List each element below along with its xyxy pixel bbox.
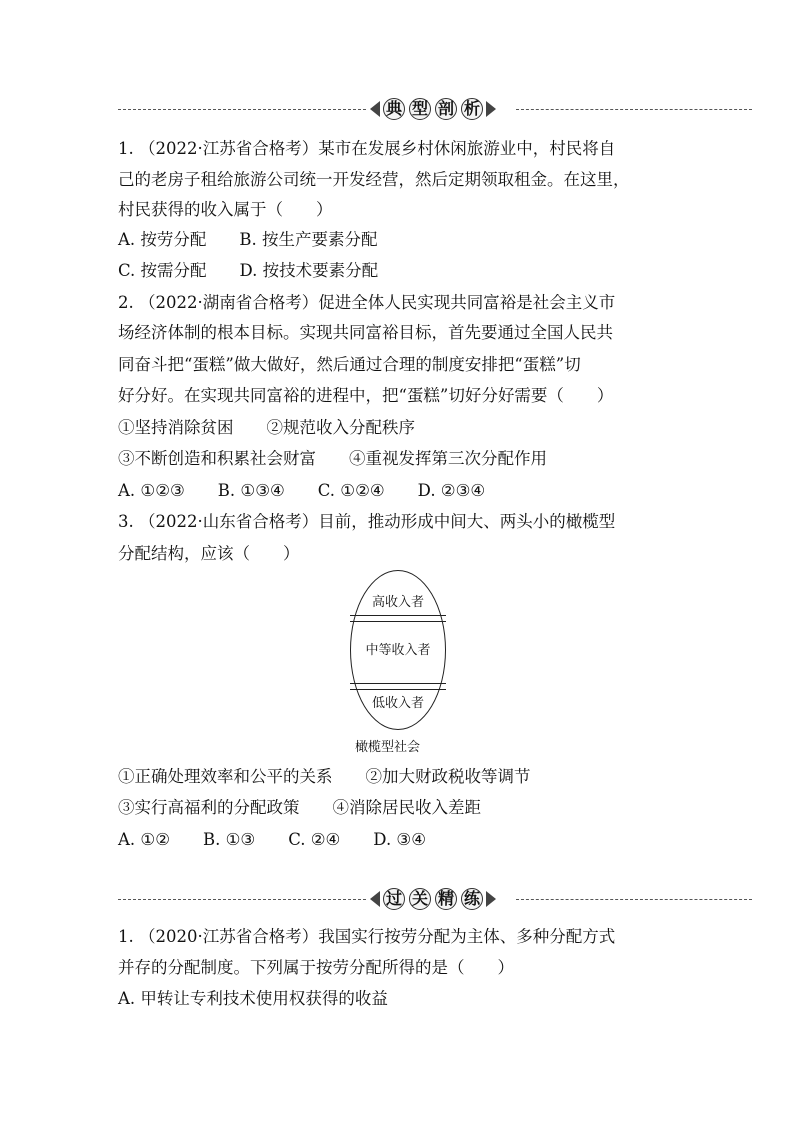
answer-option-line: A. ①② B. ①③ C. ②④ D. ③④ <box>118 830 427 849</box>
divider-dash-left <box>118 899 366 900</box>
section-divider-typical <box>118 98 752 120</box>
arrow-right-icon <box>486 891 496 907</box>
answer-option-line: C. 按需分配 D. 按技术要素分配 <box>118 261 379 280</box>
banner-char: 精 <box>435 888 457 910</box>
question-line: 己的老房子租给旅游公司统一开发经营，然后定期领取租金。在这里， <box>118 170 630 189</box>
question-line: 1. （2020·江苏省合格考）我国实行按劳分配为主体、多种分配方式 <box>118 927 616 946</box>
band-line <box>350 683 446 684</box>
banner-char: 过 <box>383 888 405 910</box>
question-line: 3. （2022·山东省合格考）目前，推动形成中间大、两头小的橄榄型 <box>118 512 616 531</box>
statement-line: ①坚持消除贫困 ②规范收入分配秩序 <box>118 418 415 437</box>
arrow-left-icon <box>370 891 380 907</box>
answer-option-line: A. ①②③ B. ①③④ C. ①②④ D. ②③④ <box>118 481 486 500</box>
olive-society-diagram <box>350 570 446 730</box>
banner-char: 剖 <box>435 98 457 120</box>
arrow-right-icon <box>486 101 496 117</box>
answer-option-line: A. 甲转让专利技术使用权获得的收益 <box>118 989 388 1008</box>
low-income-label: 低收入者 <box>371 696 424 711</box>
middle-income-label: 中等收入者 <box>365 643 431 658</box>
question-line: 村民获得的收入属于（ ） <box>118 200 333 219</box>
answer-option-line: A. 按劳分配 B. 按生产要素分配 <box>118 230 378 249</box>
divider-dash-right <box>516 899 752 900</box>
banner-char: 析 <box>461 98 483 120</box>
question-line: 场经济体制的根本目标。实现共同富裕目标，首先要通过全国人民共 <box>118 323 613 342</box>
statement-line: ③不断创造和积累社会财富 ④重视发挥第三次分配作用 <box>118 449 547 468</box>
band-line <box>350 689 446 690</box>
high-income-label: 高收入者 <box>371 595 424 610</box>
diagram-caption: 橄榄型社会 <box>355 740 421 755</box>
section-banner-typical <box>370 98 496 120</box>
divider-dash-right <box>516 109 752 110</box>
banner-char: 关 <box>409 888 431 910</box>
question-line: 2. （2022·湖南省合格考）促进全体人民实现共同富裕是社会主义市 <box>118 293 616 312</box>
statement-line: ③实行高福利的分配政策 ④消除居民收入差距 <box>118 798 481 817</box>
question-line: 1. （2022·江苏省合格考）某市在发展乡村休闲旅游业中，村民将自 <box>118 139 616 158</box>
question-line: 分配结构，应该（ ） <box>118 544 300 563</box>
banner-char: 型 <box>409 98 431 120</box>
divider-dash-left <box>118 109 366 110</box>
band-line <box>350 615 446 616</box>
question-line: 同奋斗把“蛋糕”做大做好，然后通过合理的制度安排把“蛋糕”切 <box>118 355 581 374</box>
arrow-left-icon <box>370 101 380 117</box>
section-banner-practice <box>370 888 496 910</box>
section-divider-practice <box>118 888 752 910</box>
band-line <box>350 621 446 622</box>
question-line: 并存的分配制度。下列属于按劳分配所得的是（ ） <box>118 958 514 977</box>
banner-char: 典 <box>383 98 405 120</box>
statement-line: ①正确处理效率和公平的关系 ②加大财政税收等调节 <box>118 767 531 786</box>
question-line: 好分好。在实现共同富裕的进程中，把“蛋糕”切好分好需要（ ） <box>118 386 614 405</box>
banner-char: 练 <box>461 888 483 910</box>
